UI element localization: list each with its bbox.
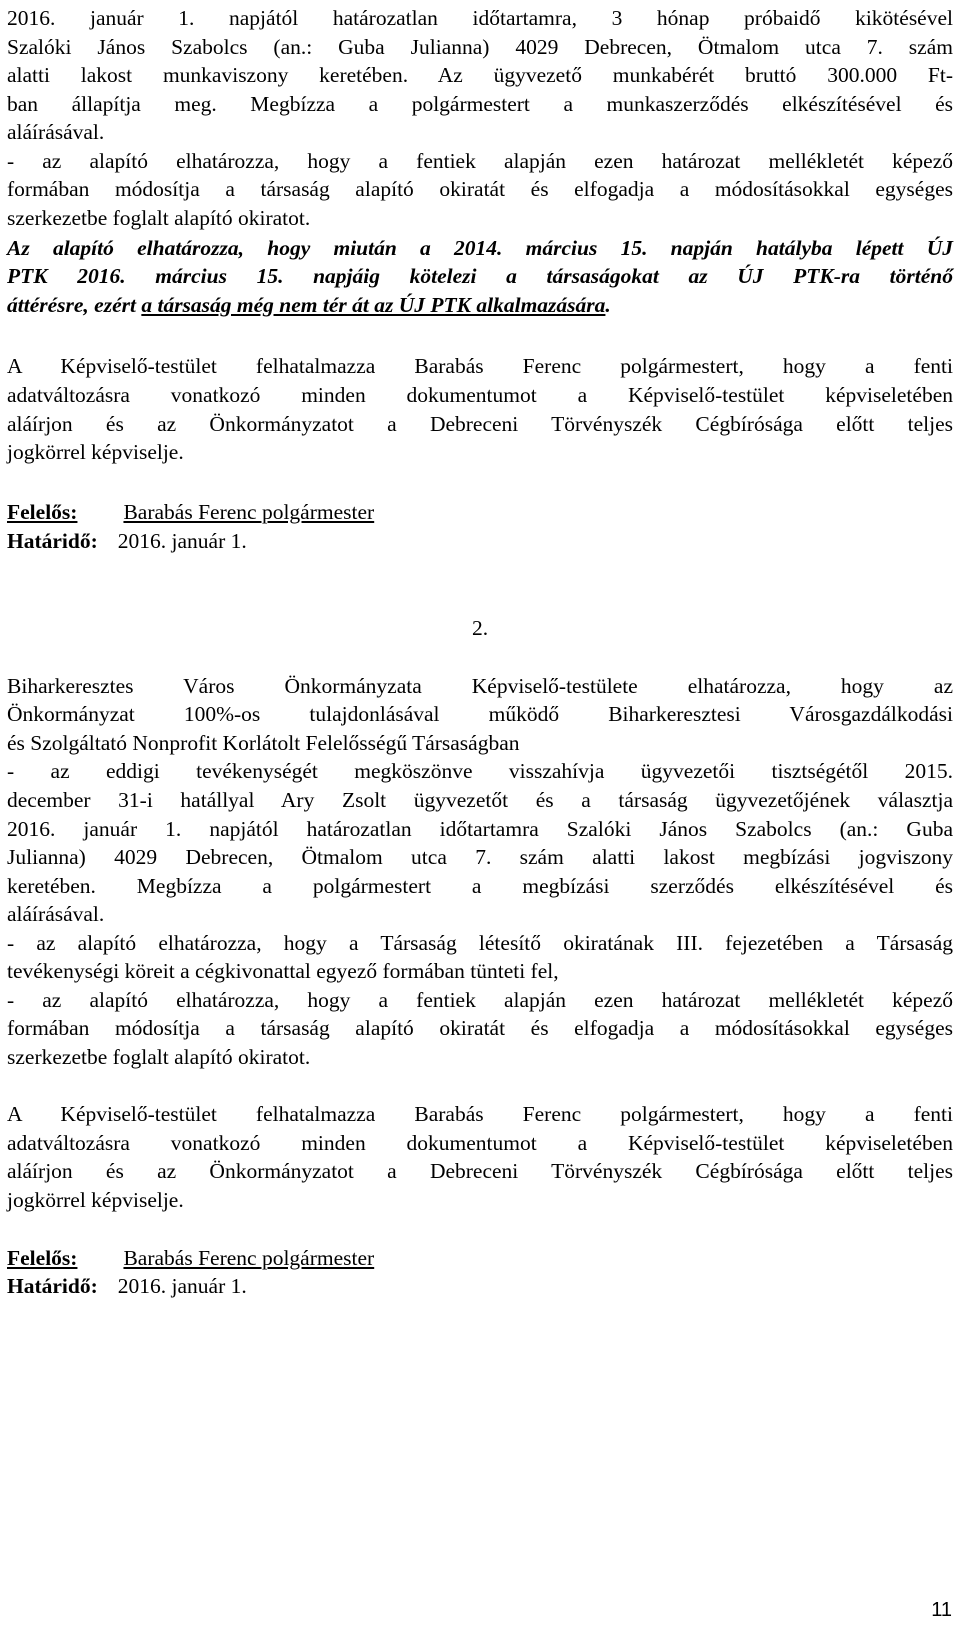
deadline-label: Határidő: <box>7 1274 98 1298</box>
deadline-label: Határidő: <box>7 529 98 553</box>
paragraph-line: Szalóki János Szabolcs (an.: Guba Julianna) 4029 Debrecen, Ötmalom utca 7. szám <box>7 35 953 59</box>
paragraph-line: és Szolgáltató Nonprofit Korlátolt Felelősségű Társaságban <box>7 731 520 755</box>
paragraph-line: Önkormányzat 100%-os tulajdonlásával működő Biharkeresztesi Városgazdálkodási <box>7 702 953 726</box>
responsible-value: Barabás Ferenc polgármester <box>123 1246 375 1270</box>
paragraph-line: szerkezetbe foglalt alapító okiratot. <box>7 206 311 230</box>
paragraph-line: jogkörrel képviselje. <box>7 1188 184 1212</box>
italic-statement-line: PTK 2016. március 15. napjáig kötelezi a társaságokat az ÚJ PTK-ra történő <box>7 264 953 288</box>
paragraph-line: alatti lakost munkaviszony keretében. Az ügyvezető munkabérét bruttó 300.000 Ft- <box>7 63 953 87</box>
paragraph-line: Biharkeresztes Város Önkormányzata Képviselő-testülete elhatározza, hogy az <box>7 674 953 698</box>
responsible-value: Barabás Ferenc polgármester <box>123 500 375 524</box>
responsible-line <box>0 498 960 526</box>
paragraph-line: - az eddigi tevékenységét megköszönve visszahívja ügyvezetői tisztségétől 2015. <box>7 759 953 783</box>
responsible-line <box>0 1244 960 1272</box>
italic-statement-text: áttérésre, ezért <box>7 293 142 317</box>
paragraph-line: adatváltozásra vonatkozó minden dokumentumot a Képviselő-testület képviseletében <box>7 1131 953 1155</box>
section-number: 2. <box>471 616 489 640</box>
deadline-line <box>0 1272 960 1300</box>
paragraph-line: aláírjon és az Önkormányzatot a Debreceni Törvényszék Cégbírósága előtt teljes <box>7 412 953 436</box>
paragraph-line: - az alapító elhatározza, hogy a fentiek alapján ezen határozat mellékletét képező <box>7 149 953 173</box>
paragraph-line: aláírásával. <box>7 120 105 144</box>
paragraph-line: - az alapító elhatározza, hogy a Társaság létesítő okiratának III. fejezetében a Társaság <box>7 931 953 955</box>
paragraph-line: aláírásával. <box>7 902 105 926</box>
paragraph-line: szerkezetbe foglalt alapító okiratot. <box>7 1045 311 1069</box>
paragraph-line: keretében. Megbízza a polgármestert a megbízási szerződés elkészítésével és <box>7 874 953 898</box>
paragraph-line: jogkörrel képviselje. <box>7 440 184 464</box>
paragraph-line: tevékenységi köreit a cégkivonattal egyező formában tünteti fel, <box>7 959 559 983</box>
paragraph-line: aláírjon és az Önkormányzatot a Debreceni Törvényszék Cégbírósága előtt teljes <box>7 1159 953 1183</box>
paragraph-line: adatváltozásra vonatkozó minden dokumentumot a Képviselő-testület képviseletében <box>7 383 953 407</box>
paragraph-line: 2016. január 1. napjától határozatlan időtartamra, 3 hónap próbaidő kikötésével <box>7 6 953 30</box>
paragraph-line: december 31-i hatállyal Ary Zsolt ügyvezetőt és a társaság ügyvezetőjének választja <box>7 788 953 812</box>
deadline-line <box>0 527 960 555</box>
paragraph-line: A Képviselő-testület felhatalmazza Barabás Ferenc polgármestert, hogy a fenti <box>7 354 953 378</box>
responsible-label: Felelős: <box>7 500 78 524</box>
paragraph-line: 2016. január 1. napjától határozatlan időtartamra Szalóki János Szabolcs (an.: Guba <box>7 817 953 841</box>
responsible-label: Felelős: <box>7 1246 78 1270</box>
paragraph-line: ban állapítja meg. Megbízza a polgármestert a munkaszerződés elkészítésével és <box>7 92 953 116</box>
paragraph-line: formában módosítja a társaság alapító okiratát és elfogadja a módosításokkal egységes <box>7 1016 953 1040</box>
italic-statement-underlined: a társaság még nem tér át az ÚJ PTK alkalmazására <box>141 293 606 317</box>
paragraph-line: A Képviselő-testület felhatalmazza Barabás Ferenc polgármestert, hogy a fenti <box>7 1102 953 1126</box>
italic-statement-line <box>0 291 960 319</box>
paragraph-line: - az alapító elhatározza, hogy a fentiek alapján ezen határozat mellékletét képező <box>7 988 953 1012</box>
deadline-value: 2016. január 1. <box>117 1274 247 1298</box>
paragraph-line: Julianna) 4029 Debrecen, Ötmalom utca 7. szám alatti lakost megbízási jogviszony <box>7 845 953 869</box>
italic-statement-line: Az alapító elhatározza, hogy miután a 2014. március 15. napján hatályba lépett ÚJ <box>7 236 953 260</box>
italic-statement-end: . <box>605 293 611 317</box>
page-number: 11 <box>931 1599 952 1621</box>
paragraph-line: formában módosítja a társaság alapító okiratát és elfogadja a módosításokkal egységes <box>7 177 953 201</box>
deadline-value: 2016. január 1. <box>117 529 247 553</box>
